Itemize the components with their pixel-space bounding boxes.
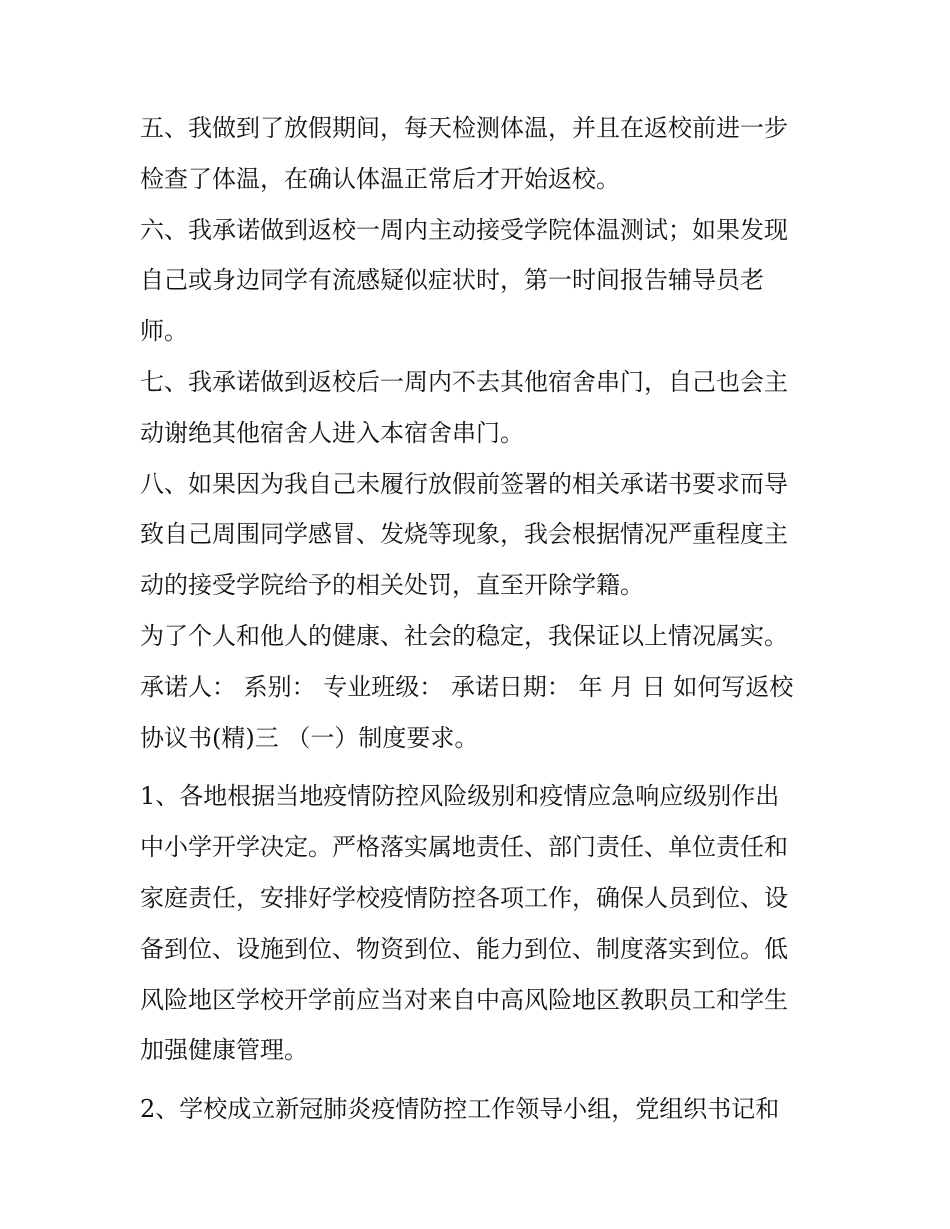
text-line: 协议书(精)三 （一）制度要求。 xyxy=(140,723,479,752)
text-line: 五、我做到了放假期间，每天检测体温，并且在返校前进一步 xyxy=(140,114,788,142)
text-line: 师。 xyxy=(140,317,188,346)
paragraph-gap xyxy=(140,1081,820,1089)
text-line: 家庭责任，安排好学校疫情防控各项工作，确保人员到位、设 xyxy=(140,883,788,912)
text-line: 加强健康管理。 xyxy=(140,1036,308,1065)
text-line: 为了个人和他人的健康、社会的稳定，我保证以上情况属实。 xyxy=(140,621,788,650)
paragraph-gap xyxy=(140,768,820,776)
text-line: 风险地区学校开学前应当对来自中高风险地区教职员工和学生 xyxy=(140,985,788,1014)
text-line: 八、如果因为我自己未履行放假前签署的相关承诺书要求而导 xyxy=(140,469,788,498)
text-line: 动的接受学院给予的相关处罚，直至开除学籍。 xyxy=(140,571,644,600)
text-line: 承诺人： 系别： 专业班级： 承诺日期： 年 月 日 如何写返校 xyxy=(140,672,794,701)
text-line: 六、我承诺做到返校一周内主动接受学院体温测试；如果发现 xyxy=(140,215,788,244)
text-line: 中小学开学决定。严格落实属地责任、部门责任、单位责任和 xyxy=(140,833,788,862)
text-line: 七、我承诺做到返校后一周内不去其他宿舍串门，自己也会主 xyxy=(140,367,788,396)
text-line: 动谢绝其他宿舍人进入本宿舍串门。 xyxy=(140,418,524,447)
text-line: 检查了体温，在确认体温正常后才开始返校。 xyxy=(140,164,620,193)
text-line: 致自己周围同学感冒、发烧等现象，我会根据情况严重程度主 xyxy=(140,520,788,549)
text-line: 2、学校成立新冠肺炎疫情防控工作领导小组，党组织书记和 xyxy=(140,1095,780,1124)
text-line: 1、各地根据当地疫情防控风险级别和疫情应急响应级别作出 xyxy=(140,782,780,811)
document-body xyxy=(140,108,820,1140)
text-line: 备到位、设施到位、物资到位、能力到位、制度落实到位。低 xyxy=(140,934,788,963)
text-line: 自己或身边同学有流感疑似症状时，第一时间报告辅导员老 xyxy=(140,266,764,295)
